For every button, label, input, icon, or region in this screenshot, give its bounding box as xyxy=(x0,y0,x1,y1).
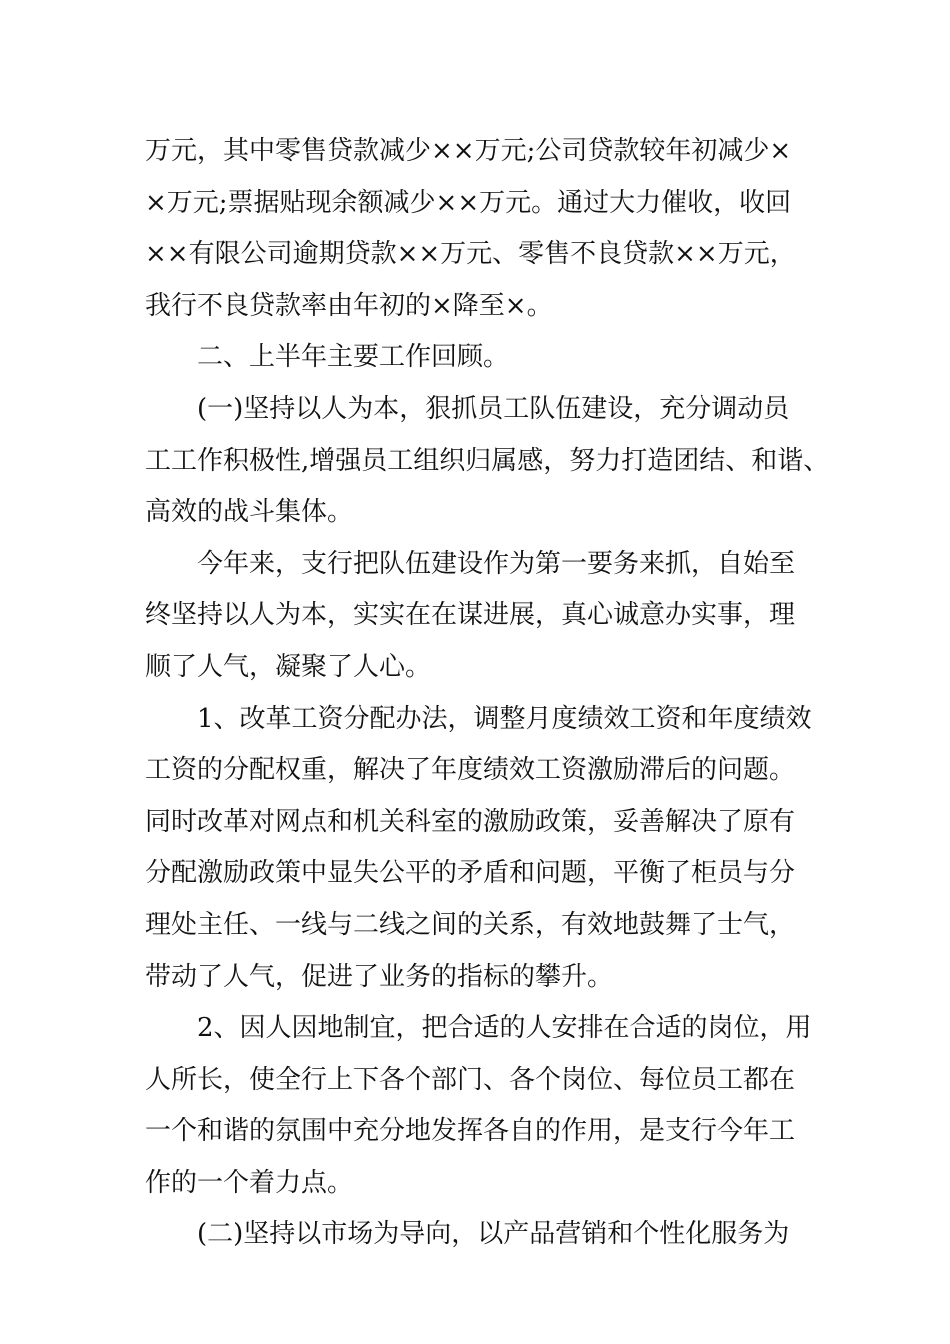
text-line-3: ××有限公司逾期贷款××万元、零售不良贷款××万元， xyxy=(145,239,796,270)
text-line-8: 高效的战斗集体。 xyxy=(145,497,354,528)
section-heading-2: 二、上半年主要工作回顾。 xyxy=(197,342,510,373)
text-line-17: 带动了人气，促进了业务的指标的攀升。 xyxy=(145,961,614,992)
text-line-9: 今年来，支行把队伍建设作为第一要务来抓，自始至 xyxy=(197,548,796,579)
text-line-22: (二)坚持以市场为导向，以产品营销和个性化服务为 xyxy=(197,1219,790,1250)
text-line-2: ×万元;票据贴现余额减少××万元。通过大力催收，收回 xyxy=(145,187,792,218)
text-line-12: 1、改革工资分配办法，调整月度绩效工资和年度绩效 xyxy=(197,703,812,734)
text-line-21: 作的一个着力点。 xyxy=(145,1167,354,1198)
text-line-19: 人所长，使全行上下各个部门、各个岗位、每位员工都在 xyxy=(145,1064,796,1095)
text-line-7: 工工作积极性,增强员工组织归属感，努力打造团结、和谐、 xyxy=(145,445,830,476)
text-line-20: 一个和谐的氛围中充分地发挥各自的作用，是支行今年工 xyxy=(145,1116,796,1147)
text-line-1: 万元，其中零售贷款减少××万元;公司贷款较年初减少× xyxy=(145,136,792,166)
text-line-18: 2、因人因地制宜，把合适的人安排在合适的岗位，用 xyxy=(197,1013,812,1044)
text-line-6: (一)坚持以人为本，狠抓员工队伍建设，充分调动员 xyxy=(197,393,790,424)
document-body xyxy=(145,126,830,1261)
text-line-13: 工资的分配权重，解决了年度绩效工资激励滞后的问题。 xyxy=(145,755,796,786)
text-line-15: 分配激励政策中显失公平的矛盾和问题，平衡了柜员与分 xyxy=(145,858,796,889)
text-line-10: 终坚持以人为本，实实在在谋进展，真心诚意办实事，理 xyxy=(145,600,796,631)
text-line-4: 我行不良贷款率由年初的×降至×。 xyxy=(145,290,553,321)
text-line-11: 顺了人气，凝聚了人心。 xyxy=(145,651,432,682)
text-line-16: 理处主任、一线与二线之间的关系，有效地鼓舞了士气， xyxy=(145,909,796,940)
text-line-14: 同时改革对网点和机关科室的激励政策，妥善解决了原有 xyxy=(145,806,796,837)
